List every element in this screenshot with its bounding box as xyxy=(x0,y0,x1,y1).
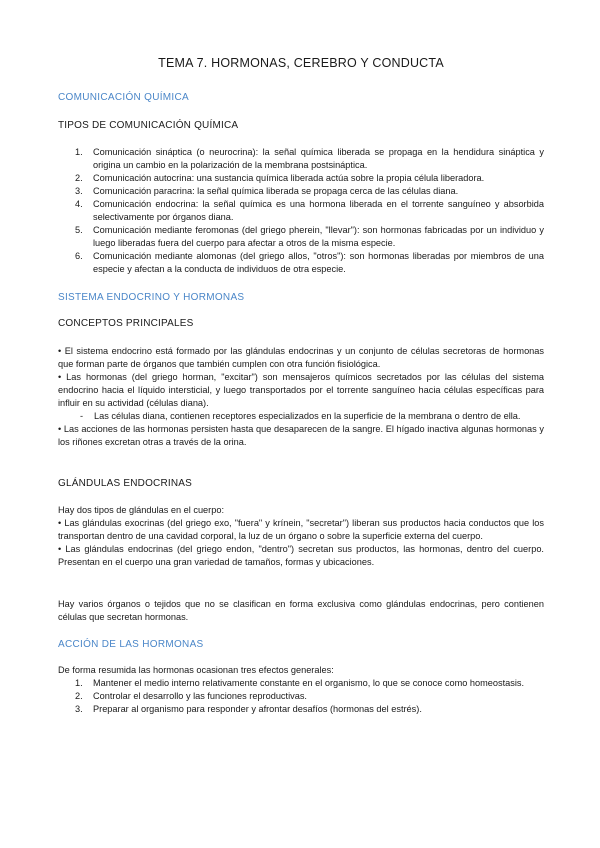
paragraph: Hay varios órganos o tejidos que no se clasifican en forma exclusiva como glándulas endocrinas, pero contienen células que secretan hormonas. xyxy=(58,599,544,622)
list-item: 5. Comunicación mediante feromonas (del griego pherein, "llevar"): son hormonas fabricadas por un individuo y luego liberadas fuera del cuerpo para afectar a otros de la misma especie. xyxy=(75,225,544,248)
paragraph: De forma resumida las hormonas ocasionan tres efectos generales: xyxy=(58,665,334,675)
conceptos-principales-body xyxy=(58,345,544,449)
list-item: 3. Preparar al organismo para responder y afrontar desafíos (hormonas del estrés). xyxy=(75,704,422,714)
paragraph: • Las glándulas endocrinas (del griego endon, "dentro") secretan sus productos, las hormonas, dentro del cuerpo. Presentan en el cuerpo una gran variedad de tamaños, formas y ubicaciones. xyxy=(58,544,544,567)
list-item: 2. Comunicación autocrina: una sustancia química liberada actúa sobre la propia célula liberadora. xyxy=(75,173,485,183)
paragraph: • Las hormonas (del griego horman, "excitar") son mensajeros químicos secretados por las células del sistema endocrino hacia el líquido intersticial, y luego transportados por el torrente sanguíneo hacia células específicas para influir en su actividad (células diana). xyxy=(58,372,544,408)
list-tipos-comunicacion xyxy=(58,146,544,276)
list-item: 2. Controlar el desarrollo y las funciones reproductivas. xyxy=(75,691,307,701)
list-item: 6. Comunicación mediante alomonas (del griego allos, "otros"): son hormonas liberadas por miembros de una especie y afectan a la conducta de individuos de otra especie. xyxy=(75,251,544,274)
paragraph: • El sistema endocrino está formado por las glándulas endocrinas y un conjunto de células secretoras de hormonas que forman parte de órganos que también cumplen con otra función fisiológica. xyxy=(58,346,544,369)
subheading-conceptos-principales: CONCEPTOS PRINCIPALES xyxy=(58,318,194,329)
paragraph: Hay dos tipos de glándulas en el cuerpo: xyxy=(58,505,224,515)
dash-item: - Las células diana, contienen receptores especializados en la superficie de la membrana o dentro de ella. xyxy=(80,411,521,421)
section-heading-comunicacion-quimica: COMUNICACIÓN QUÍMICA xyxy=(58,92,189,103)
list-item: 3. Comunicación paracrina: la señal química liberada se propaga cerca de las células diana. xyxy=(75,186,459,196)
subheading-tipos-comunicacion: TIPOS DE COMUNICACIÓN QUÍMICA xyxy=(58,120,239,131)
list-efectos-hormonas xyxy=(58,677,544,716)
list-item: 1. Mantener el medio interno relativamente constante en el organismo, lo que se conoce como homeostasis. xyxy=(75,678,525,688)
list-item: 1. Comunicación sináptica (o neurocrina): la señal química liberada se propaga en la hendidura sináptica y origina un cambio en la polarización de la membrana postsináptica. xyxy=(75,147,544,170)
paragraph: • Las acciones de las hormonas persisten hasta que desaparecen de la sangre. El hígado inactiva algunas hormonas y los riñones excretan otras a través de la orina. xyxy=(58,424,544,447)
section-heading-accion-hormonas: ACCIÓN DE LAS HORMONAS xyxy=(58,639,204,650)
subheading-glandulas-endocrinas: GLÁNDULAS ENDOCRINAS xyxy=(58,478,193,489)
section-heading-sistema-endocrino: SISTEMA ENDOCRINO Y HORMONAS xyxy=(58,292,245,303)
list-item: 4. Comunicación endocrina: la señal química es una hormona liberada en el torrente sanguíneo y absorbida selectivamente por órganos diana. xyxy=(75,199,544,222)
paragraph: • Las glándulas exocrinas (del griego exo, "fuera" y krínein, "secretar") liberan sus productos hacia conductos que los transportan dentro de una cavidad corporal, la luz de un órgano o sobre la superficie externa del cuerpo. xyxy=(58,518,544,541)
page-title: TEMA 7. HORMONAS, CEREBRO Y CONDUCTA xyxy=(158,56,444,70)
glandulas-body xyxy=(58,504,544,569)
